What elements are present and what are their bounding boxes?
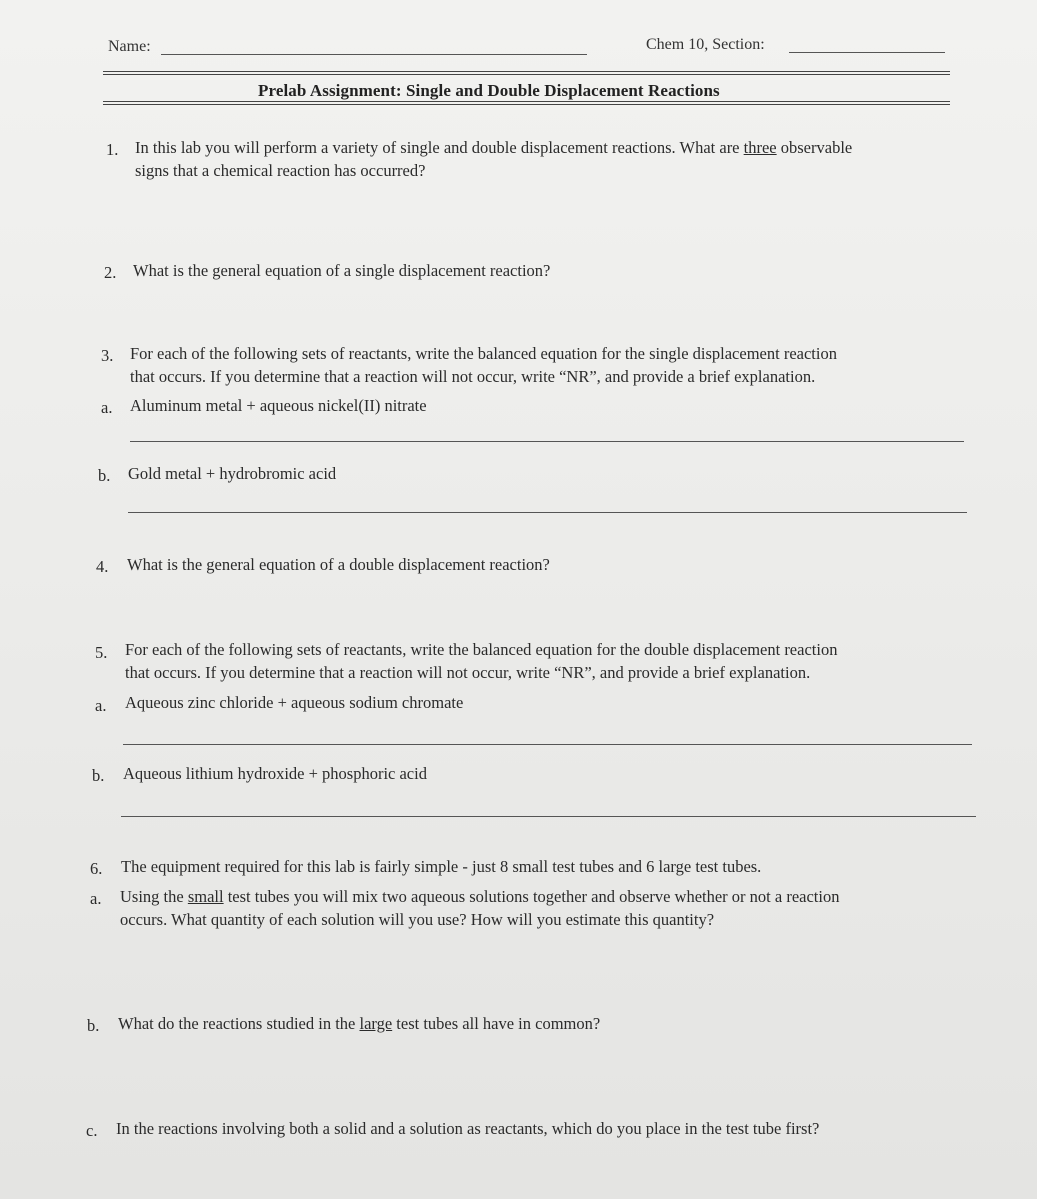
title-rule-top-2 [103,74,950,75]
q1-line1-underlined: three [743,138,777,157]
section-blank-line [789,52,945,53]
q5a-label: a. [95,696,107,715]
q5b-text: Aqueous lithium hydroxide + phosphoric acid [123,764,427,783]
q4-text: What is the general equation of a double displacement reaction? [127,555,550,574]
q3a-label: a. [101,398,113,417]
q1-text [135,136,852,182]
q6-text: The equipment required for this lab is fairly simple - just 8 small test tubes and 6 large test tubes. [121,857,762,876]
q6-number: 6. [90,859,103,878]
q2-text: What is the general equation of a single displacement reaction? [133,261,551,280]
q6a-text [120,885,839,931]
q5b-answer-line [121,816,976,817]
q3b-label: b. [98,466,111,485]
q1-line2: signs that a chemical reaction has occurred? [135,161,426,180]
q1-line1-a: In this lab you will perform a variety of single and double displacement reactions. What are [135,138,744,157]
q6a-line2: occurs. What quantity of each solution will you use? How will you estimate this quantity? [120,910,715,929]
q6a-line1-b: test tubes you will mix two aqueous solutions together and observe whether or not a reaction [223,887,840,906]
q1-number: 1. [106,140,119,159]
q2-number: 2. [104,263,117,282]
q6a-line1-underlined: small [187,887,224,906]
q6b-text [118,1012,600,1035]
q5-line1: For each of the following sets of reactants, write the balanced equation for the double displacement reaction [125,640,838,659]
title-rule-top [103,71,950,72]
q6c-text: In the reactions involving both a solid and a solution as reactants, which do you place in the test tube first? [116,1119,820,1138]
q5-number: 5. [95,643,108,662]
q3-text [130,342,837,388]
q5-text [125,638,837,684]
title-rule-bottom [103,101,950,102]
q5a-text: Aqueous zinc chloride + aqueous sodium chromate [125,693,464,712]
q5b-label: b. [92,766,105,785]
q6b-text-underlined: large [359,1014,393,1033]
title-rule-bottom-2 [103,104,950,105]
page-title: Prelab Assignment: Single and Double Displacement Reactions [258,81,720,100]
section-label: Chem 10, Section: [646,36,765,53]
q3-number: 3. [101,346,114,365]
q3-line2: that occurs. If you determine that a reaction will not occur, write “NR”, and provide a brief explanation. [130,367,816,386]
q3a-answer-line [130,441,964,442]
q5a-answer-line [123,744,972,745]
q6a-line1-a: Using the [120,887,188,906]
q6c-label: c. [86,1121,98,1140]
q6b-text-a: What do the reactions studied in the [118,1014,360,1033]
q6a-label: a. [90,889,102,908]
q3b-answer-line [128,512,967,513]
name-blank-line [161,54,587,55]
q3a-text: Aluminum metal + aqueous nickel(II) nitrate [130,396,427,415]
q1-line1-b: observable [776,138,853,157]
q6b-label: b. [87,1016,100,1035]
q3-line1: For each of the following sets of reactants, write the balanced equation for the single displacement reaction [130,344,837,363]
q6b-text-b: test tubes all have in common? [392,1014,601,1033]
name-label: Name: [108,38,151,55]
q5-line2: that occurs. If you determine that a reaction will not occur, write “NR”, and provide a brief explanation. [125,663,811,682]
q4-number: 4. [96,557,109,576]
q3b-text: Gold metal + hydrobromic acid [128,464,337,483]
